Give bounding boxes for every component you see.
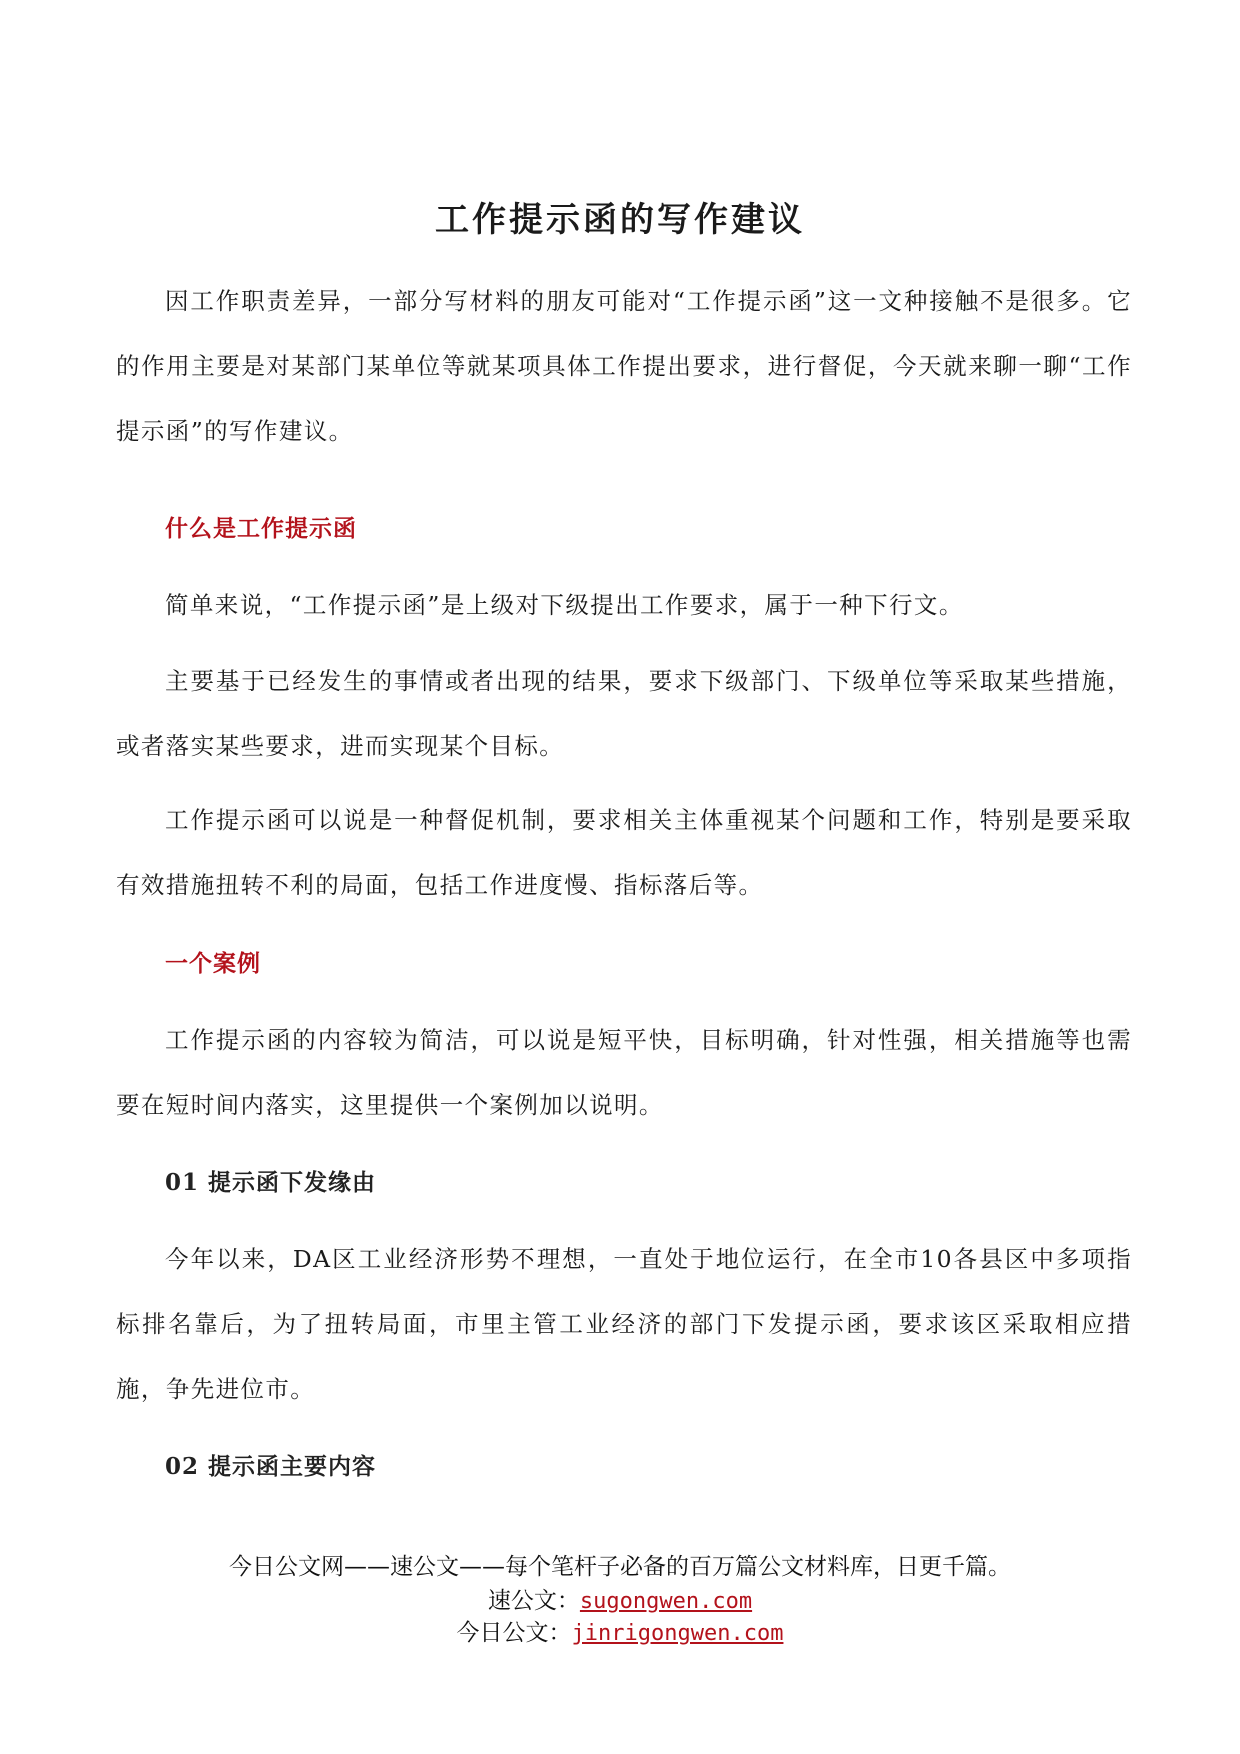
footer-sugongwen-label: 速公文： <box>487 1588 580 1614</box>
section1-paragraph-2: 主要基于已经发生的事情或者出现的结果，要求下级部门、下级单位等采取某些措施，或者落实某些要求，进而实现某个目标。 <box>116 667 1132 760</box>
footer-slogan: 今日公文网——速公文——每个笔杆子必备的百万篇公文材料库，日更千篇。 <box>229 1554 1011 1580</box>
page-title: 工作提示函的写作建议 <box>435 200 805 240</box>
section1-paragraph-3: 工作提示函可以说是一种督促机制，要求相关主体重视某个问题和工作，特别是要采取有效措施扭转不利的局面，包括工作进度慢、指标落后等。 <box>116 806 1132 899</box>
section-heading-what-is: 什么是工作提示函 <box>165 515 357 542</box>
subheading-reason: 01 提示函下发缘由 <box>165 1169 377 1196</box>
subsection-reason-paragraph: 今年以来，DA区工业经济形势不理想，一直处于地位运行，在全市10各县区中多项指标排名靠后，为了扭转局面，市里主管工业经济的部门下发提示函，要求该区采取相应措施，争先进位市。 <box>116 1245 1132 1403</box>
footer-jinrigongwen-label: 今日公文： <box>456 1620 572 1646</box>
subheading-main-content: 02 提示函主要内容 <box>165 1453 377 1480</box>
footer-sugongwen <box>0 1582 1240 1615</box>
section-heading-case: 一个案例 <box>165 950 261 977</box>
section1-paragraph-1: 简单来说，“工作提示函”是上级对下级提出工作要求，属于一种下行文。 <box>165 591 964 619</box>
intro-paragraph: 因工作职责差异，一部分写材料的朋友可能对“工作提示函”这一文种接触不是很多。它的作用主要是对某部门某单位等就某项具体工作提出要求，进行督促，今天就来聊一聊“工作提示函”的写作建议。 <box>116 287 1132 445</box>
footer-jinrigongwen <box>0 1614 1240 1647</box>
jinrigongwen-link[interactable]: jinrigongwen.com <box>571 1621 784 1646</box>
section2-paragraph-1: 工作提示函的内容较为简洁，可以说是短平快，目标明确，针对性强，相关措施等也需要在短时间内落实，这里提供一个案例加以说明。 <box>116 1026 1132 1119</box>
sugongwen-link[interactable]: sugongwen.com <box>579 1589 753 1614</box>
